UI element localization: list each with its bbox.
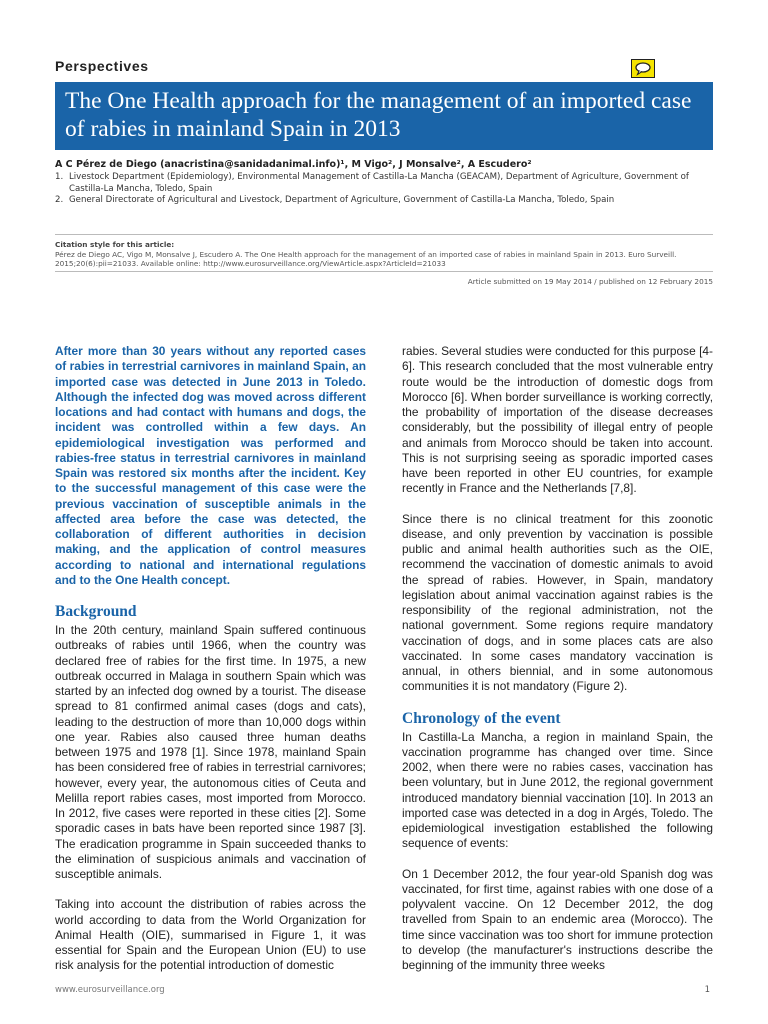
right-column [402,344,713,988]
chronology-heading: Chronology of the event [402,709,561,727]
chronology-paragraph-2: On 1 December 2012, the four year-old Spanish dog was vaccinated, for first time, against rabies with one dose of a polyvalent vaccine. On 12 December 2012, the dog travelled from Spain to an endemic area (Morocco). The time since vaccination was too short for immune protection to develop (the manufacturer's instructions describe the beginning of the immunity three weeks [402,866,713,972]
affiliation-text: General Directorate of Agricultural and Livestock, Department of Agriculture, Government of Castilla-La Mancha, Toledo, Spain [69,195,615,205]
divider [55,234,713,235]
affiliation-list [55,172,705,207]
right-paragraph-1: rabies. Several studies were conducted for this purpose [4-6]. This research concluded that the most vulnerable entry route would be the introduction of domestic dogs from Morocco [6]. When border surveillance is working correctly, the probability of importation of the disease decreases considerably, but the possibility of illegal entry of people and animals from Morocco should be taken into account. This is not surprising seeing as sporadic imported cases have been reported in other EU countries, for example recently in France and the Netherlands [7,8]. [402,344,713,496]
author-list: A C Pérez de Diego (anacristina@sanidadanimal.info)¹, M Vigo², J Monsalve², A Escudero² [55,159,532,170]
section-label: Perspectives [55,58,149,74]
footer-url[interactable]: www.eurosurveillance.org [55,985,165,995]
background-heading: Background [55,603,137,620]
submission-dates: Article submitted on 19 May 2014 / published on 12 February 2015 [467,277,713,286]
affiliation-2 [55,195,705,207]
affiliation-1 [55,172,705,195]
chronology-paragraph-1: In Castilla-La Mancha, a region in mainland Spain, the vaccination programme has changed over time. Since 2002, when there were no rabies cases, vaccination has been voluntary, but in June 2012, the regional government introduced mandatory biennial vaccination [10]. In 2013 an imported case was detected in a dog in Argés, Toledo. The epidemiological investigation established the following sequence of events: [402,729,713,851]
left-column [55,344,366,989]
page-number: 1 [704,985,710,995]
abstract: After more than 30 years without any reported cases of rabies in terrestrial carnivores in mainland Spain, an imported case was detected in June 2013 in Toledo. Although the infected dog was moved across different locations and had contact with humans and dogs, the incident was controlled within a few days. An epidemiological investigation was performed and rabies-free status in terrestrial carnivores in mainland Spain was restored six months after the incident. Key to the successful management of this case were the previous vaccination of susceptible animals in the affected area before the case was detected, the collaboration of different authorities in decision making, and the application of control measures according to national and international regulations and to the One Health concept. [55,344,366,587]
title-banner [55,82,713,150]
citation-text[interactable]: Pérez de Diego AC, Vigo M, Monsalve J, Escudero A. The One Health approach for the management of an imported case of rabies in mainland Spain in 2013. Euro Surveill. 2015;20(6):pii=21033. Available online: http://www.eurosurveillance.org/ViewArticle.aspx?ArticleId=21033 [55,249,677,268]
affiliation-number: 2. [55,195,64,205]
affiliation-number: 1. [55,172,64,182]
comment-icon[interactable] [631,59,655,78]
article-title: The One Health approach for the management of an imported case of rabies in mainland Spain in 2013 [65,88,692,142]
citation-heading: Citation style for this article: [55,240,175,249]
divider [55,271,713,272]
background-paragraph-1: In the 20th century, mainland Spain suffered continuous outbreaks of rabies until 1966, when the country was declared free of rabies for the first time. In 1975, a new outbreak occurred in Malaga in southern Spain which was started by an infected dog owned by a tourist. The disease spread to 81 confirmed animal cases (dogs and cats), leading to the destruction of more than 10,000 dogs within one year. Rabies also caused three human deaths between 1975 and 1978 [1]. Since 1978, mainland Spain has been considered free of rabies in terrestrial carnivores; however, every year, the autonomous cities of Ceuta and Melilla report rabies cases, most imported from Morocco. In 2012, five cases were reported in these cities [2]. Some sporadic cases in bats have been reported since 1987 [3]. The eradication programme in Spain succeeded thanks to the elimination of suspicious animals and vaccination of susceptible animals. [55,623,366,881]
background-paragraph-2: Taking into account the distribution of rabies across the world according to data from the World Organization for Animal Health (OIE), summarised in Figure 1, it was essential for Spain and the European Union (EU) to use risk analysis for the potential introduction of domestic [55,897,366,973]
right-paragraph-2: Since there is no clinical treatment for this zoonotic disease, and only prevention by vaccination is possible public and animal health authorities such as the OIE, recommend the vaccination of domestic animals to avoid the spread of rabies. However, in Spain, mandatory legislation about animal vaccination against rabies is the responsibility of the regional administration, not the national government. Some regions require mandatory vaccination of dogs, and in some places cats are also vaccinated. In some cases mandatory vaccination is annual, in others biennial, and in some autonomous communities it is not mandatory (Figure 2). [402,511,713,694]
affiliation-text: Livestock Department (Epidemiology), Environmental Management of Castilla-La Mancha (GEACAM), Department of Agriculture, Government of Castilla-La Mancha, Toledo, Spain [69,172,689,194]
citation-block [55,240,713,269]
